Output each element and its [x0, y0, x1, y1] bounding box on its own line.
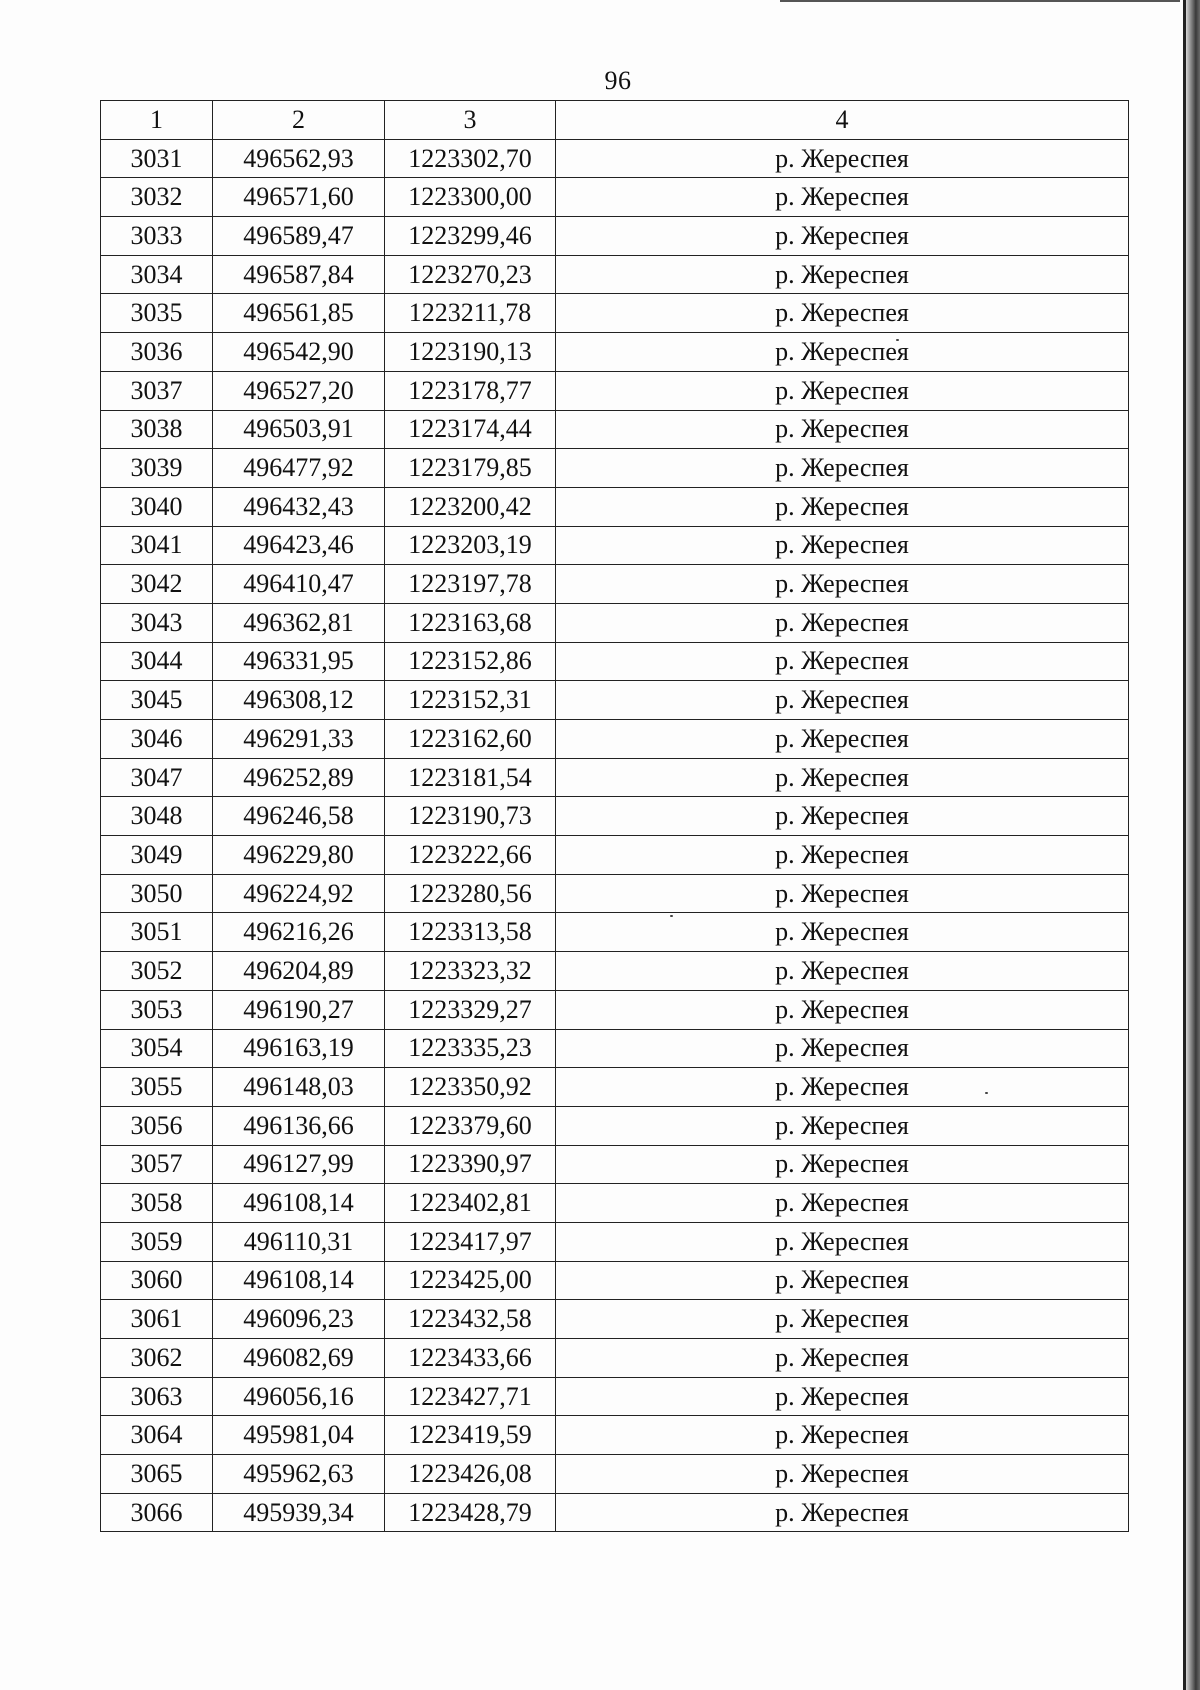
x-coordinate-cell: 496527,20 [213, 371, 385, 410]
table-header-row [101, 101, 1129, 140]
y-coordinate-cell: 1223280,56 [385, 874, 556, 913]
table-row [101, 1493, 1129, 1532]
table-row [101, 758, 1129, 797]
description-cell: р. Жереспея [556, 952, 1129, 991]
description-cell: р. Жереспея [556, 990, 1129, 1029]
description-cell: р. Жереспея [556, 836, 1129, 875]
y-coordinate-cell: 1223427,71 [385, 1377, 556, 1416]
table-row [101, 178, 1129, 217]
description-cell: р. Жереспея [556, 913, 1129, 952]
y-coordinate-cell: 1223432,58 [385, 1300, 556, 1339]
x-coordinate-cell: 496110,31 [213, 1222, 385, 1261]
point-number-cell: 3034 [101, 255, 213, 294]
table-row [101, 1455, 1129, 1494]
table-row [101, 1145, 1129, 1184]
point-number-cell: 3052 [101, 952, 213, 991]
table-row [101, 1339, 1129, 1378]
x-coordinate-cell: 496571,60 [213, 178, 385, 217]
description-cell: р. Жереспея [556, 371, 1129, 410]
table-row [101, 1222, 1129, 1261]
y-coordinate-cell: 1223179,85 [385, 449, 556, 488]
y-coordinate-cell: 1223197,78 [385, 565, 556, 604]
table-row [101, 1416, 1129, 1455]
table-row [101, 1184, 1129, 1223]
point-number-cell: 3047 [101, 758, 213, 797]
point-number-cell: 3037 [101, 371, 213, 410]
description-cell: р. Жереспея [556, 487, 1129, 526]
point-number-cell: 3049 [101, 836, 213, 875]
description-cell: р. Жереспея [556, 255, 1129, 294]
point-number-cell: 3053 [101, 990, 213, 1029]
x-coordinate-cell: 496108,14 [213, 1261, 385, 1300]
description-cell: р. Жереспея [556, 139, 1129, 178]
x-coordinate-cell: 495939,34 [213, 1493, 385, 1532]
table-row [101, 1261, 1129, 1300]
point-number-cell: 3045 [101, 681, 213, 720]
point-number-cell: 3054 [101, 1029, 213, 1068]
table-row [101, 952, 1129, 991]
point-number-cell: 3041 [101, 526, 213, 565]
x-coordinate-cell: 496216,26 [213, 913, 385, 952]
table-row [101, 1068, 1129, 1107]
table-row [101, 720, 1129, 759]
column-header: 2 [213, 101, 385, 140]
description-cell: р. Жереспея [556, 333, 1129, 372]
point-number-cell: 3039 [101, 449, 213, 488]
point-number-cell: 3065 [101, 1455, 213, 1494]
x-coordinate-cell: 496503,91 [213, 410, 385, 449]
x-coordinate-cell: 496362,81 [213, 603, 385, 642]
point-number-cell: 3044 [101, 642, 213, 681]
x-coordinate-cell: 496589,47 [213, 217, 385, 256]
description-cell: р. Жереспея [556, 1145, 1129, 1184]
description-cell: р. Жереспея [556, 410, 1129, 449]
table-body [101, 139, 1129, 1532]
x-coordinate-cell: 495981,04 [213, 1416, 385, 1455]
point-number-cell: 3031 [101, 139, 213, 178]
x-coordinate-cell: 496252,89 [213, 758, 385, 797]
y-coordinate-cell: 1223419,59 [385, 1416, 556, 1455]
table-row [101, 1300, 1129, 1339]
y-coordinate-cell: 1223200,42 [385, 487, 556, 526]
description-cell: р. Жереспея [556, 526, 1129, 565]
x-coordinate-cell: 496562,93 [213, 139, 385, 178]
x-coordinate-cell: 495962,63 [213, 1455, 385, 1494]
y-coordinate-cell: 1223417,97 [385, 1222, 556, 1261]
point-number-cell: 3033 [101, 217, 213, 256]
y-coordinate-cell: 1223390,97 [385, 1145, 556, 1184]
description-cell: р. Жереспея [556, 797, 1129, 836]
x-coordinate-cell: 496561,85 [213, 294, 385, 333]
description-cell: р. Жереспея [556, 603, 1129, 642]
point-number-cell: 3038 [101, 410, 213, 449]
y-coordinate-cell: 1223323,32 [385, 952, 556, 991]
point-number-cell: 3058 [101, 1184, 213, 1223]
description-cell: р. Жереспея [556, 1493, 1129, 1532]
y-coordinate-cell: 1223152,86 [385, 642, 556, 681]
table-row [101, 139, 1129, 178]
y-coordinate-cell: 1223428,79 [385, 1493, 556, 1532]
x-coordinate-cell: 496136,66 [213, 1106, 385, 1145]
x-coordinate-cell: 496432,43 [213, 487, 385, 526]
y-coordinate-cell: 1223190,13 [385, 333, 556, 372]
description-cell: р. Жереспея [556, 1416, 1129, 1455]
x-coordinate-cell: 496246,58 [213, 797, 385, 836]
y-coordinate-cell: 1223350,92 [385, 1068, 556, 1107]
y-coordinate-cell: 1223203,19 [385, 526, 556, 565]
x-coordinate-cell: 496587,84 [213, 255, 385, 294]
description-cell: р. Жереспея [556, 758, 1129, 797]
y-coordinate-cell: 1223222,66 [385, 836, 556, 875]
table-row [101, 1106, 1129, 1145]
description-cell: р. Жереспея [556, 681, 1129, 720]
table-row [101, 874, 1129, 913]
x-coordinate-cell: 496108,14 [213, 1184, 385, 1223]
table-row [101, 1029, 1129, 1068]
scan-right-edge-shadow [1186, 0, 1200, 1690]
x-coordinate-cell: 496308,12 [213, 681, 385, 720]
x-coordinate-cell: 496477,92 [213, 449, 385, 488]
description-cell: р. Жереспея [556, 565, 1129, 604]
scan-top-edge-line [780, 0, 1180, 2]
table-row [101, 410, 1129, 449]
table-row [101, 913, 1129, 952]
description-cell: р. Жереспея [556, 178, 1129, 217]
table-row [101, 217, 1129, 256]
table-row [101, 836, 1129, 875]
point-number-cell: 3062 [101, 1339, 213, 1378]
y-coordinate-cell: 1223313,58 [385, 913, 556, 952]
x-coordinate-cell: 496423,46 [213, 526, 385, 565]
description-cell: р. Жереспея [556, 1300, 1129, 1339]
description-cell: р. Жереспея [556, 449, 1129, 488]
description-cell: р. Жереспея [556, 1068, 1129, 1107]
x-coordinate-cell: 496163,19 [213, 1029, 385, 1068]
y-coordinate-cell: 1223163,68 [385, 603, 556, 642]
y-coordinate-cell: 1223190,73 [385, 797, 556, 836]
point-number-cell: 3036 [101, 333, 213, 372]
y-coordinate-cell: 1223152,31 [385, 681, 556, 720]
x-coordinate-cell: 496082,69 [213, 1339, 385, 1378]
point-number-cell: 3042 [101, 565, 213, 604]
point-number-cell: 3032 [101, 178, 213, 217]
point-number-cell: 3043 [101, 603, 213, 642]
point-number-cell: 3064 [101, 1416, 213, 1455]
description-cell: р. Жереспея [556, 642, 1129, 681]
column-header: 4 [556, 101, 1129, 140]
point-number-cell: 3061 [101, 1300, 213, 1339]
point-number-cell: 3060 [101, 1261, 213, 1300]
description-cell: р. Жереспея [556, 1106, 1129, 1145]
y-coordinate-cell: 1223211,78 [385, 294, 556, 333]
point-number-cell: 3051 [101, 913, 213, 952]
table-row [101, 797, 1129, 836]
y-coordinate-cell: 1223433,66 [385, 1339, 556, 1378]
point-number-cell: 3066 [101, 1493, 213, 1532]
description-cell: р. Жереспея [556, 294, 1129, 333]
y-coordinate-cell: 1223162,60 [385, 720, 556, 759]
y-coordinate-cell: 1223402,81 [385, 1184, 556, 1223]
point-number-cell: 3056 [101, 1106, 213, 1145]
y-coordinate-cell: 1223426,08 [385, 1455, 556, 1494]
description-cell: р. Жереспея [556, 1455, 1129, 1494]
x-coordinate-cell: 496229,80 [213, 836, 385, 875]
column-header: 3 [385, 101, 556, 140]
table-row [101, 681, 1129, 720]
table-row [101, 526, 1129, 565]
description-cell: р. Жереспея [556, 1184, 1129, 1223]
y-coordinate-cell: 1223299,46 [385, 217, 556, 256]
column-header: 1 [101, 101, 213, 140]
y-coordinate-cell: 1223335,23 [385, 1029, 556, 1068]
x-coordinate-cell: 496291,33 [213, 720, 385, 759]
description-cell: р. Жереспея [556, 874, 1129, 913]
x-coordinate-cell: 496096,23 [213, 1300, 385, 1339]
table-row [101, 294, 1129, 333]
x-coordinate-cell: 496331,95 [213, 642, 385, 681]
description-cell: р. Жереспея [556, 1261, 1129, 1300]
y-coordinate-cell: 1223178,77 [385, 371, 556, 410]
y-coordinate-cell: 1223329,27 [385, 990, 556, 1029]
description-cell: р. Жереспея [556, 1339, 1129, 1378]
x-coordinate-cell: 496542,90 [213, 333, 385, 372]
point-number-cell: 3046 [101, 720, 213, 759]
point-number-cell: 3035 [101, 294, 213, 333]
table-row [101, 487, 1129, 526]
y-coordinate-cell: 1223181,54 [385, 758, 556, 797]
y-coordinate-cell: 1223174,44 [385, 410, 556, 449]
x-coordinate-cell: 496204,89 [213, 952, 385, 991]
y-coordinate-cell: 1223302,70 [385, 139, 556, 178]
point-number-cell: 3040 [101, 487, 213, 526]
table-row [101, 642, 1129, 681]
table-row [101, 990, 1129, 1029]
x-coordinate-cell: 496224,92 [213, 874, 385, 913]
point-number-cell: 3055 [101, 1068, 213, 1107]
y-coordinate-cell: 1223425,00 [385, 1261, 556, 1300]
point-number-cell: 3063 [101, 1377, 213, 1416]
table-row [101, 1377, 1129, 1416]
x-coordinate-cell: 496056,16 [213, 1377, 385, 1416]
table-row [101, 333, 1129, 372]
page-number: 96 [604, 66, 632, 95]
coordinates-table [100, 100, 1129, 1532]
y-coordinate-cell: 1223270,23 [385, 255, 556, 294]
point-number-cell: 3048 [101, 797, 213, 836]
description-cell: р. Жереспея [556, 217, 1129, 256]
point-number-cell: 3057 [101, 1145, 213, 1184]
description-cell: р. Жереспея [556, 1377, 1129, 1416]
table-row [101, 565, 1129, 604]
x-coordinate-cell: 496190,27 [213, 990, 385, 1029]
table-row [101, 371, 1129, 410]
x-coordinate-cell: 496148,03 [213, 1068, 385, 1107]
y-coordinate-cell: 1223379,60 [385, 1106, 556, 1145]
description-cell: р. Жереспея [556, 1029, 1129, 1068]
table-row [101, 603, 1129, 642]
table-row [101, 255, 1129, 294]
point-number-cell: 3059 [101, 1222, 213, 1261]
table-row [101, 449, 1129, 488]
description-cell: р. Жереспея [556, 720, 1129, 759]
y-coordinate-cell: 1223300,00 [385, 178, 556, 217]
x-coordinate-cell: 496127,99 [213, 1145, 385, 1184]
point-number-cell: 3050 [101, 874, 213, 913]
x-coordinate-cell: 496410,47 [213, 565, 385, 604]
description-cell: р. Жереспея [556, 1222, 1129, 1261]
